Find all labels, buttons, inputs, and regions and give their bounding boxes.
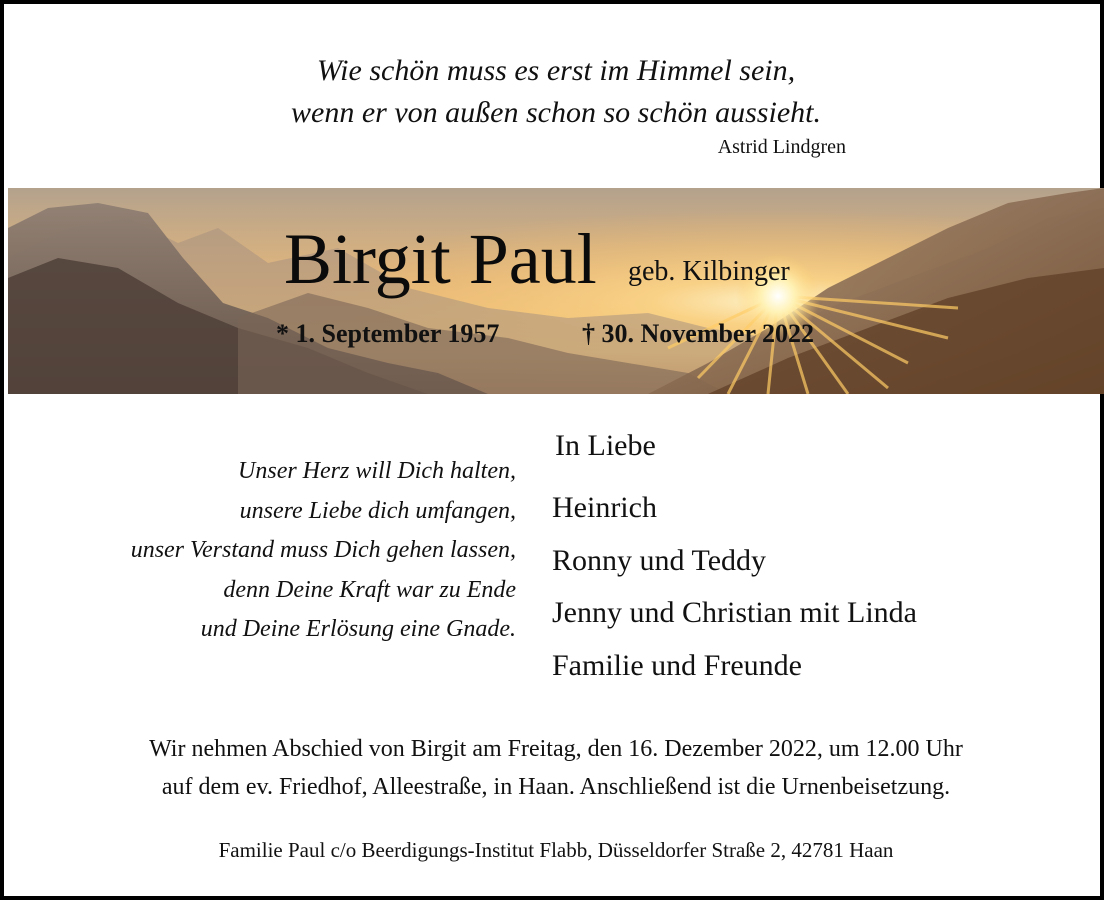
quote-author: Astrid Lindgren: [717, 136, 846, 158]
mourners-list: [552, 482, 917, 692]
farewell-line: Wir nehmen Abschied von Birgit am Freitag, den 16. Dezember 2022, um 12.00 Uhr: [149, 736, 963, 762]
mourner-name: Familie und Freunde: [552, 648, 802, 682]
contact-address: Familie Paul c/o Beerdigungs-Institut Flabb, Düsseldorfer Straße 2, 42781 Haan: [218, 838, 894, 862]
maiden-name: geb. Kilbinger: [628, 256, 790, 287]
birth-date: * 1. September 1957: [276, 319, 500, 348]
farewell-line: auf dem ev. Friedhof, Alleestraße, in Haan. Anschließend ist die Urnenbeisetzung.: [161, 774, 951, 800]
poem-line: Unser Herz will Dich halten,: [238, 458, 516, 484]
poem-line: denn Deine Kraft war zu Ende: [223, 576, 516, 603]
poem-line: unser Verstand muss Dich gehen lassen,: [130, 537, 516, 563]
mourners-heading: In Liebe: [555, 429, 656, 462]
mourner-name: Heinrich: [552, 491, 657, 524]
poem-line: unsere Liebe dich umfangen,: [239, 497, 516, 524]
poem: [24, 452, 516, 650]
quote: [4, 50, 1104, 134]
farewell-notice: [4, 730, 1104, 806]
quote-line: Wie schön muss es erst im Himmel sein,: [316, 54, 796, 87]
death-date: † 30. November 2022: [582, 319, 815, 348]
deceased-name: Birgit Paul: [284, 219, 597, 299]
mourner-name: Ronny und Teddy: [552, 543, 767, 577]
quote-line: wenn er von außen schon so schön aussieht.: [291, 96, 821, 129]
mourner-name: Jenny und Christian mit Linda: [552, 596, 917, 629]
poem-line: und Deine Erlösung eine Gnade.: [200, 616, 516, 642]
